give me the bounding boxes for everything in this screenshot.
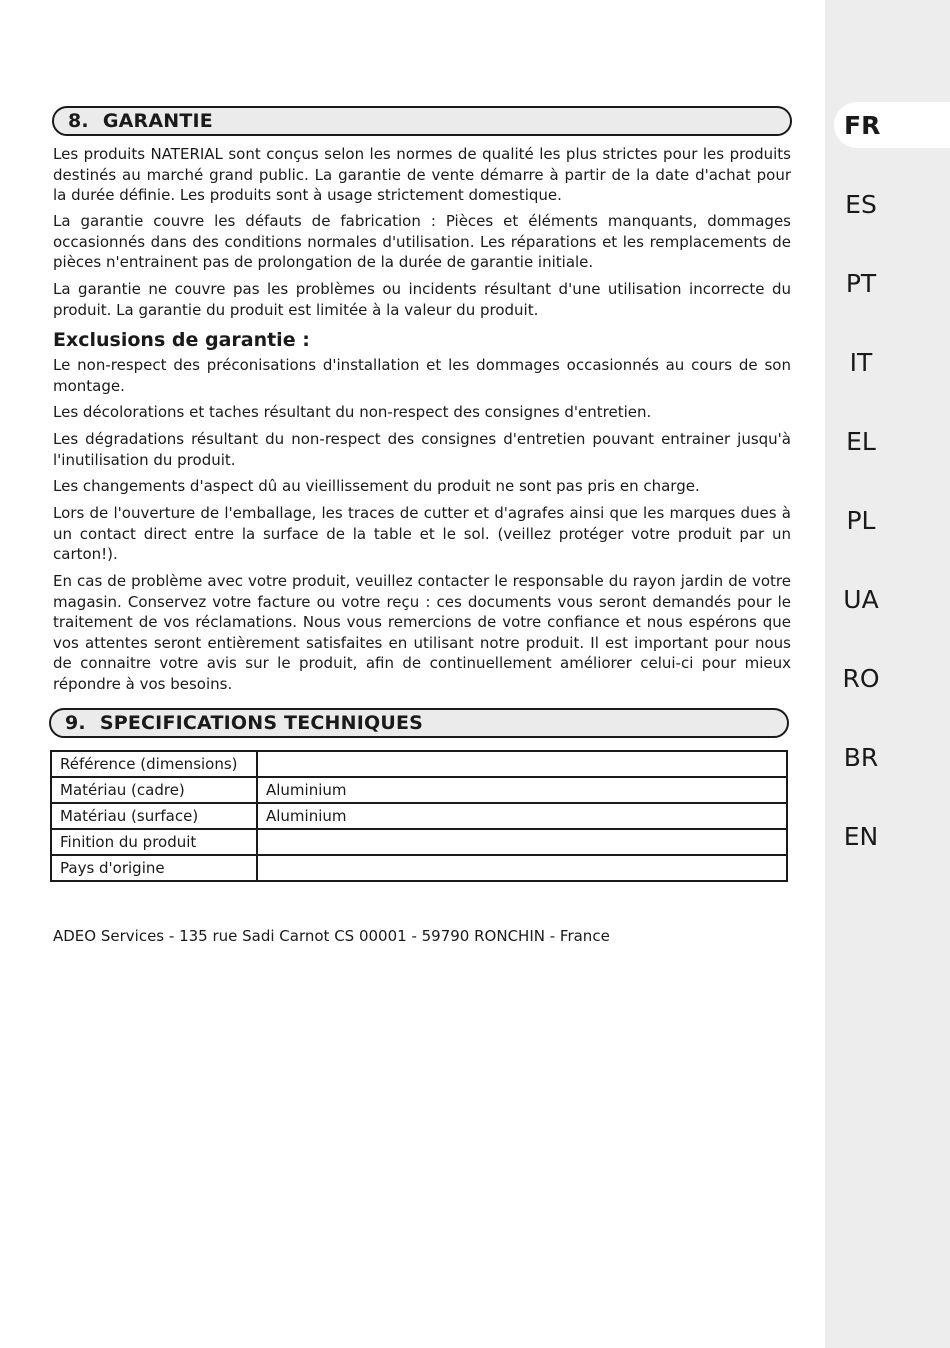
lang-tab-it[interactable]: IT bbox=[849, 348, 873, 377]
specifications-table bbox=[50, 750, 788, 882]
table-row bbox=[51, 855, 787, 881]
exclusion-item: Les dégradations résultant du non-respect des consignes d'entretien pouvant entrainer jusqu'à l'inutilisation du produit. bbox=[53, 430, 791, 469]
section-header-garantie bbox=[52, 106, 792, 136]
exclusions-heading: Exclusions de garantie : bbox=[53, 329, 310, 351]
spec-label: Matériau (cadre) bbox=[51, 777, 257, 803]
language-sidebar bbox=[825, 0, 950, 1348]
lang-tab-fr[interactable]: FR bbox=[834, 102, 950, 148]
exclusion-item: Les changements d'aspect dû au vieillissement du produit ne sont pas pris en charge. bbox=[53, 477, 700, 495]
table-row bbox=[51, 751, 787, 777]
exclusion-item: En cas de problème avec votre produit, veuillez contacter le responsable du rayon jardin de votre magasin. Conservez votre facture ou votre reçu : ces documents vous seront demandés pour le traitement de vos réclamations. Nous vous remercions de votre confiance et nous espérons que vos attentes seront entièrement satisfaites en utilisant notre produit. Il est important pour nous de connaitre votre avis sur le produit, afin de continuellement améliorer celui-ci pour mieux répondre à vos besoins. bbox=[53, 572, 791, 693]
section-header-specifications bbox=[49, 708, 789, 738]
table-row bbox=[51, 829, 787, 855]
exclusion-item: Les décolorations et taches résultant du non-respect des consignes d'entretien. bbox=[53, 403, 652, 421]
garantie-paragraph: La garantie ne couvre pas les problèmes ou incidents résultant d'une utilisation incorrecte du produit. La garantie du produit est limitée à la valeur du produit. bbox=[53, 280, 791, 319]
lang-tab-ua[interactable]: UA bbox=[843, 585, 879, 614]
spec-label: Matériau (surface) bbox=[51, 803, 257, 829]
spec-value bbox=[257, 829, 787, 855]
garantie-paragraph: Les produits NATERIAL sont conçus selon les normes de qualité les plus strictes pour les produits destinés au marché grand public. La garantie de vente démarre à partir de la date d'achat pour la durée définie. Les produits sont à usage strictement domestique. bbox=[53, 145, 791, 204]
lang-tab-pt[interactable]: PT bbox=[845, 269, 877, 298]
section-number: 8. bbox=[68, 110, 89, 132]
exclusion-item: Le non-respect des préconisations d'installation et les dommages occasionnés au cours de son montage. bbox=[53, 356, 791, 395]
lang-tab-el[interactable]: EL bbox=[846, 427, 876, 456]
spec-value: Aluminium bbox=[257, 803, 787, 829]
lang-tab-ro[interactable]: RO bbox=[842, 664, 880, 693]
spec-label: Référence (dimensions) bbox=[51, 751, 257, 777]
spec-label: Pays d'origine bbox=[51, 855, 257, 881]
lang-tab-es[interactable]: ES bbox=[845, 190, 877, 219]
lang-tab-br[interactable]: BR bbox=[843, 743, 879, 772]
spec-value: Aluminium bbox=[257, 777, 787, 803]
table-row bbox=[51, 777, 787, 803]
lang-tab-pl[interactable]: PL bbox=[846, 506, 876, 535]
exclusion-item: Lors de l'ouverture de l'emballage, les traces de cutter et d'agrafes ainsi que les marques dues à un contact direct entre la surface de la table et le sol. (veillez protéger votre produit par un carton!). bbox=[53, 504, 791, 563]
table-row bbox=[51, 803, 787, 829]
lang-tab-en[interactable]: EN bbox=[843, 822, 879, 851]
section-number: 9. bbox=[65, 712, 86, 734]
spec-value bbox=[257, 751, 787, 777]
company-address: ADEO Services - 135 rue Sadi Carnot CS 00001 - 59790 RONCHIN - France bbox=[53, 927, 610, 945]
section-title: SPECIFICATIONS TECHNIQUES bbox=[99, 712, 424, 734]
garantie-paragraph: La garantie couvre les défauts de fabrication : Pièces et éléments manquants, dommages occasionnés dans des conditions normales d'utilisation. Les réparations et les remplacements de pièces n'entrainent pas de prolongation de la durée de garantie initiale. bbox=[53, 212, 791, 271]
spec-value bbox=[257, 855, 787, 881]
spec-label: Finition du produit bbox=[51, 829, 257, 855]
section-title: GARANTIE bbox=[102, 110, 213, 132]
